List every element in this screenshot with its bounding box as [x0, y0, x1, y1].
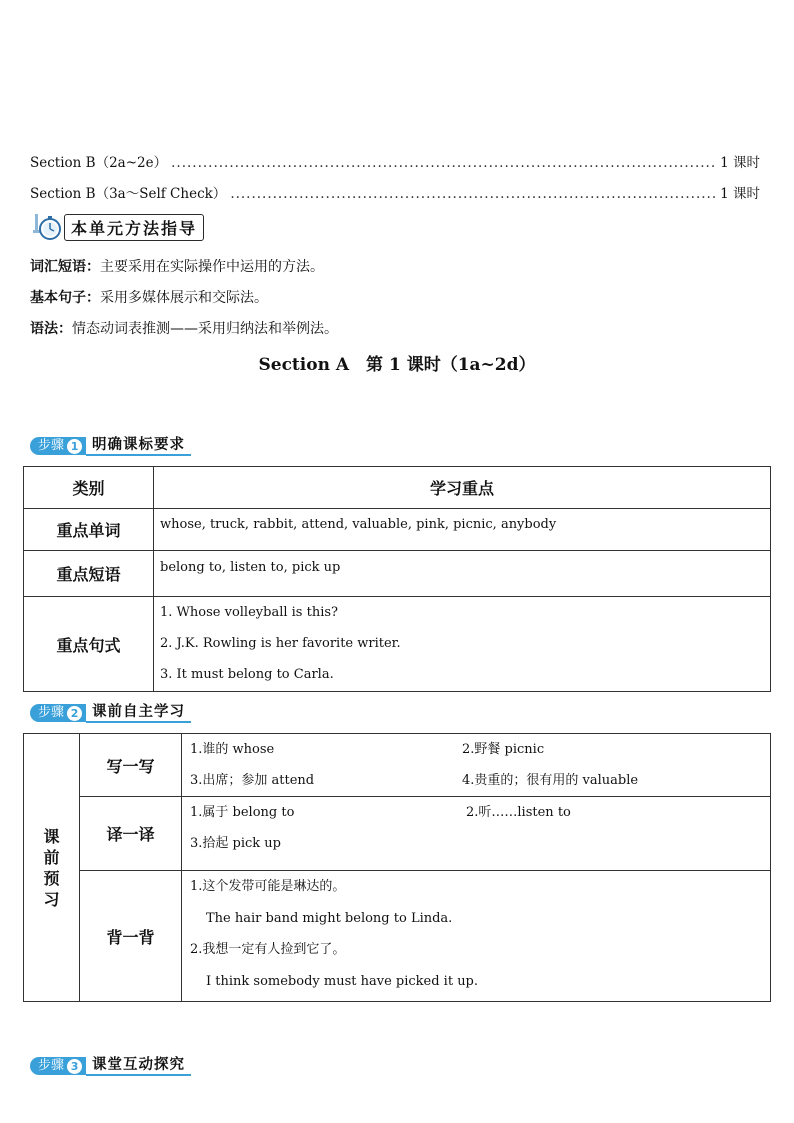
toc-label: Section B（3a～Self Check） — [30, 186, 227, 202]
step-badge — [30, 704, 86, 722]
step-3-header — [30, 1056, 191, 1076]
method-text: 采用多媒体展示和交际法。 — [100, 290, 268, 306]
row-item: 3. It must belong to Carla. — [160, 667, 334, 682]
row-item: 2.我想一定有人捡到它了。 — [190, 942, 346, 957]
toc-line-section-b-1 — [30, 151, 760, 171]
row-content — [182, 734, 771, 797]
row-content — [182, 871, 771, 1002]
preview-table — [23, 733, 771, 1002]
table-row — [24, 797, 771, 871]
row-item: belong to, listen to, pick up — [160, 560, 341, 575]
table-header-focus: 学习重点 — [154, 467, 771, 509]
row-item: 1.这个发带可能是琳达的。 — [190, 879, 346, 894]
toc-time: 1 课时 — [720, 186, 760, 202]
row-item: 1.谁的 whose — [190, 742, 275, 757]
method-line-sentences — [30, 287, 268, 307]
toc-leader-dots — [230, 186, 716, 202]
focus-table — [23, 466, 771, 692]
toc-leader-dots — [171, 155, 716, 171]
step-badge — [30, 1057, 86, 1075]
step-number: 3 — [67, 1059, 82, 1074]
toc-time: 1 课时 — [720, 155, 760, 171]
step-1-header — [30, 436, 191, 456]
row-content — [182, 797, 771, 871]
row-value — [154, 509, 771, 551]
row-value — [154, 597, 771, 692]
row-item: 2. J.K. Rowling is her favorite writer. — [160, 636, 401, 651]
method-key: 语法： — [30, 321, 72, 337]
row-item: 3.拾起 pick up — [190, 836, 282, 851]
method-key: 基本句子： — [30, 290, 100, 306]
toc-label: Section B（2a~2e） — [30, 155, 168, 171]
step-2-header — [30, 703, 191, 723]
row-item: 2.听……listen to — [466, 805, 571, 820]
row-item: 2.野餐 picnic — [462, 742, 545, 757]
table-row — [24, 597, 771, 692]
method-text: 主要采用在实际操作中运用的方法。 — [100, 259, 324, 275]
step-badge-label: 步骤 — [38, 705, 65, 720]
row-item: 1.属于 belong to — [190, 805, 295, 820]
row-item — [462, 828, 762, 859]
step-badge-label: 步骤 — [38, 1058, 65, 1073]
row-item: whose, truck, rabbit, attend, valuable, pink, picnic, anybody — [160, 517, 557, 532]
stopwatch-icon — [32, 212, 62, 242]
side-label — [24, 734, 80, 1002]
row-category: 重点句式 — [24, 597, 154, 692]
method-header — [32, 214, 204, 240]
row-item: 4.贵重的；很有用的 valuable — [462, 773, 639, 788]
method-key: 词汇短语： — [30, 259, 100, 275]
table-row — [24, 509, 771, 551]
row-category: 重点短语 — [24, 551, 154, 597]
toc-line-section-b-2 — [30, 182, 760, 202]
step-number: 2 — [67, 706, 82, 721]
step-title: 明确课标要求 — [86, 436, 191, 456]
row-value — [154, 551, 771, 597]
row-item: 3.出席；参加 attend — [190, 773, 315, 788]
step-title: 课前自主学习 — [86, 703, 191, 723]
step-title: 课堂互动探究 — [86, 1056, 191, 1076]
side-label-text: 课前预习 — [43, 826, 60, 909]
row-item: The hair band might belong to Linda. — [206, 910, 453, 926]
step-badge — [30, 437, 86, 455]
table-row — [24, 551, 771, 597]
step-number: 1 — [67, 439, 82, 454]
method-title: 本单元方法指导 — [64, 214, 204, 241]
step-badge-label: 步骤 — [38, 438, 65, 453]
row-category: 重点单词 — [24, 509, 154, 551]
row-item: I think somebody must have picked it up. — [206, 973, 479, 989]
method-line-vocabulary — [30, 256, 324, 276]
table-row — [24, 734, 771, 797]
row-label: 译一译 — [80, 797, 182, 871]
row-item: 1. Whose volleyball is this? — [160, 605, 338, 620]
row-label: 写一写 — [80, 734, 182, 797]
method-line-grammar — [30, 318, 338, 338]
method-text: 情态动词表推测——采用归纳法和举例法。 — [72, 321, 338, 337]
table-header-category: 类别 — [24, 467, 154, 509]
section-title: Section A 第 1 课时（1a~2d） — [258, 355, 536, 375]
table-row — [24, 871, 771, 1002]
row-label: 背一背 — [80, 871, 182, 1002]
